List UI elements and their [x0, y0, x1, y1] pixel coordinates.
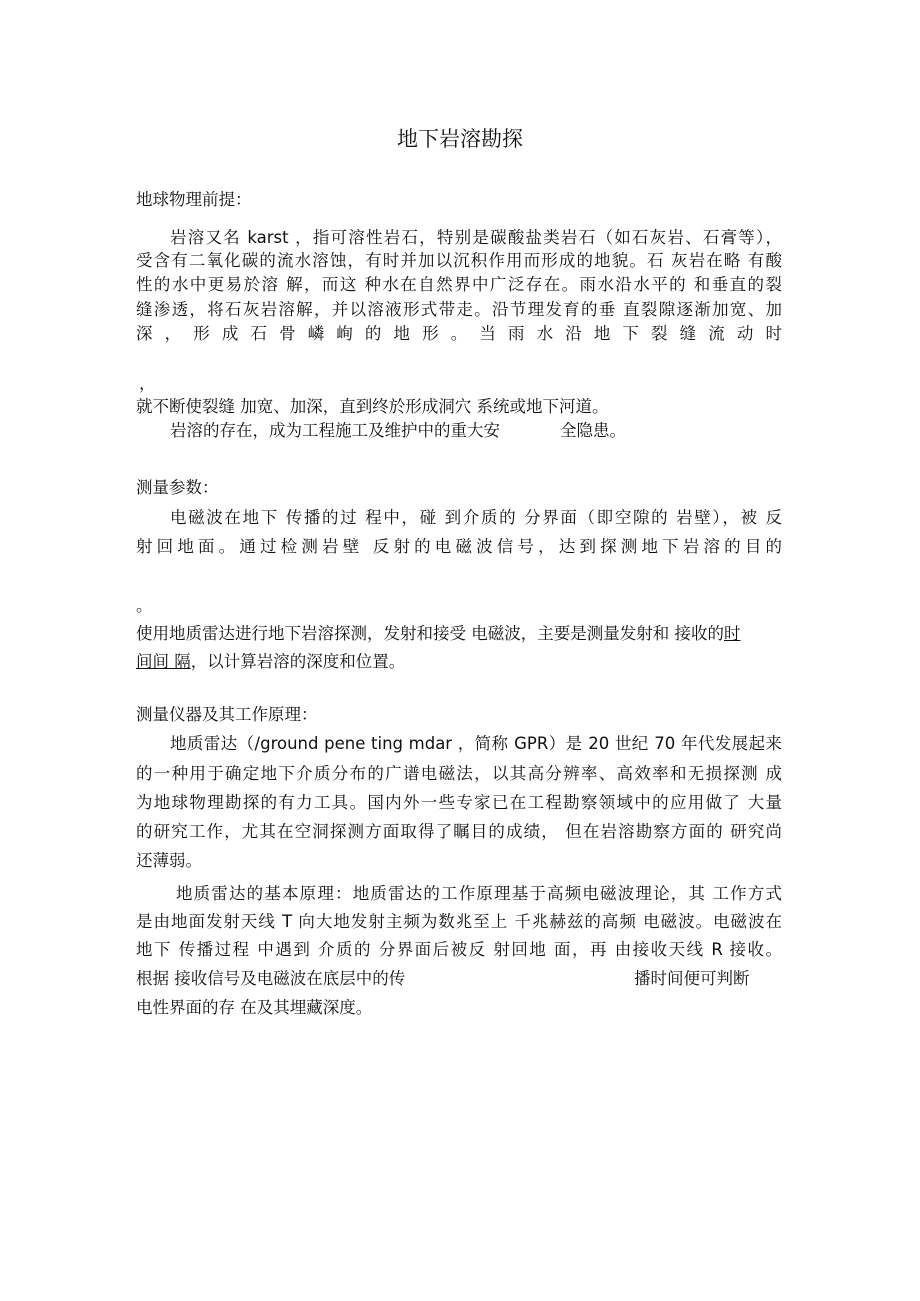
paragraph-line: 性的水中更易於溶 解，而这 种水在自然界中广泛存在。雨水沿水平的 和垂直的裂: [136, 275, 782, 294]
paragraph-line: 岩溶的存在，成为工程施工及维护中的重大安: [170, 421, 500, 440]
paragraph-line: 的研究工作，尤其在空洞探测方面取得了瞩目的成绩， 但在岩溶勘察方面的 研究尚: [136, 822, 782, 841]
paragraph-line: 地质雷达（/ground pene ting mdar ，简称 GPR）是 20 世纪 70 年代发展起来: [170, 734, 782, 753]
section-heading-instrument-principle: 测量仪器及其工作原理：: [136, 705, 318, 724]
paragraph-line: ，: [139, 374, 156, 393]
paragraph-line: 是由地面发射天线 T 向大地发射主频为数兆至上 千兆赫兹的高频 电磁波。电磁波在: [136, 912, 782, 931]
paragraph-line: 全隐患。: [560, 421, 626, 440]
paragraph-line: 的一种用于确定地下介质分布的广谱电磁法，以其高分辨率、高效率和无损探测 成: [136, 764, 782, 783]
paragraph-line: 深 ， 形 成 石 骨 嶙 峋 的 地 形 。 当 雨 水 沿 地 下 裂 缝 流 动 时: [136, 324, 782, 343]
paragraph-line: 播时间便可判断: [634, 969, 750, 988]
paragraph-line: [136, 620, 741, 644]
paragraph-line: 电性界面的存 在及其埋藏深度。: [136, 998, 373, 1017]
paragraph-line: 为地球物理勘探的有力工具。国内外一些专家已在工程勘察领域中的应用做了 大量: [136, 793, 782, 812]
paragraph-line: 射回地面。通过检测岩壁 反射的电磁波信号，达到探测地下岩溶的目的: [136, 537, 782, 556]
paragraph-line: 就不断使裂缝 加宽、加深，直到终於形成洞穴 系统或地下河道。: [136, 397, 609, 416]
underlined-term: 间间 隔: [136, 652, 191, 671]
paragraph-line: 。: [136, 596, 153, 615]
paragraph-line: 受含有二氧化碳的流水溶蚀，有时并加以沉积作用而形成的地貌。石 灰岩在略 有酸: [136, 251, 782, 270]
paragraph-line: 缝渗透，将石灰岩溶解，并以溶液形式带走。沿节理发育的垂 直裂隙逐渐加宽、加: [136, 300, 782, 319]
paragraph-line: [136, 648, 405, 672]
paragraph-line: 岩溶又名 karst ，指可溶性岩石，特别是碳酸盐类岩石（如石灰岩、石膏等），: [170, 228, 782, 247]
paragraph-text: 使用地质雷达进行地下岩溶探测，发射和接受 电磁波，主要是测量发射和 接收的: [136, 624, 724, 643]
section-heading-geophysical-premise: 地球物理前提：: [136, 190, 252, 209]
paragraph-line: 根据 接收信号及电磁波在底层中的传: [136, 969, 406, 988]
section-heading-measurement-parameters: 测量参数：: [136, 478, 219, 497]
paragraph-line: 地质雷达的基本原理：地质雷达的工作原理基于高频电磁波理论，其 工作方式: [176, 884, 782, 903]
underlined-term: 时: [724, 624, 741, 643]
paragraph-line: 地下 传播过程 中遇到 介质的 分界面后被反 射回地 面，再 由接收天线 R 接收。: [136, 940, 782, 959]
page-title: 地下岩溶勘探: [397, 127, 523, 151]
paragraph-line: 还薄弱。: [136, 851, 202, 870]
paragraph-line: 电磁波在地下 传播的过 程中，碰 到介质的 分界面（即空隙的 岩壁），被 反: [170, 508, 782, 527]
paragraph-text: ，以计算岩溶的深度和位置。: [190, 652, 406, 671]
